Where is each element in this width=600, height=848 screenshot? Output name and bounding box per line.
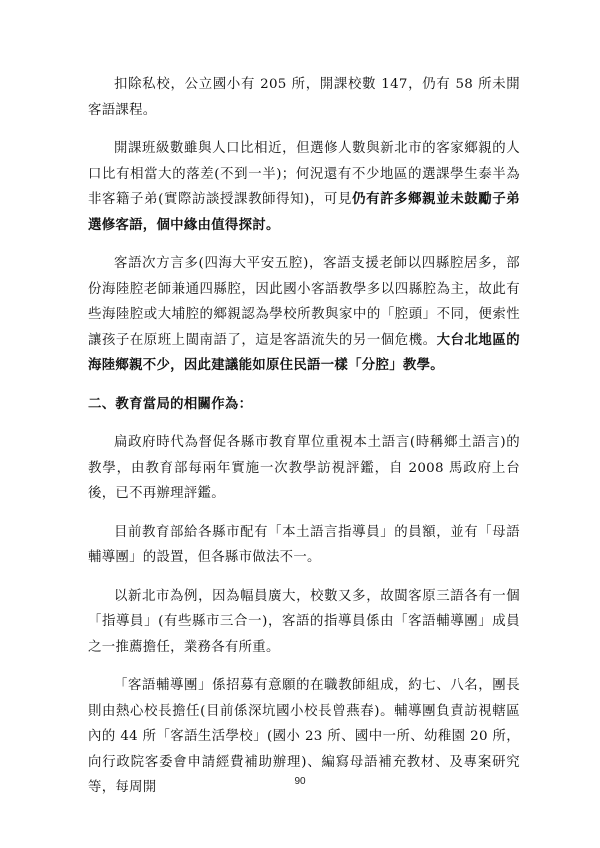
bold-text: 仍有許多鄉親並未鼓勵子弟選修客語，個中緣由值得探討。	[88, 191, 520, 233]
paragraph	[88, 251, 520, 379]
text-segment: 客語次方言多(四海大平安五腔)，客語支援老師以四縣腔居多，部份海陸腔老師兼通四縣腔，因此國小客語教學多以四縣腔為主，故此有些海陸腔或大埔腔的鄉親認為學校所教與家中的「腔頭」不同，便索性讓孩子在原班上閩南語了，這是客語流失的另一個危機。	[88, 256, 520, 348]
paragraph	[88, 584, 520, 661]
page-content	[88, 72, 520, 814]
paragraph-group-before	[88, 72, 520, 379]
text-segment: 扁政府時代為督促各縣市教育單位重視本土語言(時稱鄉土語言)的教學，由教育部每兩年實施一次教學訪視評鑑，自 2008 馬政府上台後，已不再辦理評鑑。	[88, 435, 520, 501]
paragraph	[88, 136, 520, 238]
paragraph	[88, 72, 520, 123]
bold-text: 大台北地區的海陸鄉親不少，因此建議能如原住民語一樣「分腔」教學。	[88, 331, 521, 373]
text-segment: 目前教育部給各縣市配有「本土語言指導員」的員額，並有「母語輔導團」的設置，但各縣市做法不一。	[88, 524, 520, 565]
text-segment: 「客語輔導團」係招募有意願的在職教師組成，約七、八名，團長則由熱心校長擔任(目前係深坑國小校長曾燕春)。輔導團負責訪視轄區內的 44 所「客語生活學校」(國小 23 所、國中一所、幼稚園 20 所，向行政院客委會申請經費補助辦理)、編寫母語補充教材、及專案研究等，每周開	[88, 678, 520, 795]
paragraph-group-after	[88, 430, 520, 801]
paragraph	[88, 520, 520, 571]
page-number: 90	[294, 776, 306, 787]
text-segment: 以新北市為例，因為幅員廣大，校數又多，故閩客原三語各有一個「指導員」(有些縣市三合一)，客語的指導員係由「客語輔導團」成員之一推薦擔任，業務各有所重。	[88, 588, 520, 655]
paragraph	[88, 430, 520, 507]
text-segment: 扣除私校，公立國小有 205 所，開課校數 147，仍有 58 所未開客語課程。	[88, 77, 520, 118]
section-heading: 二、教育當局的相關作為：	[88, 395, 253, 412]
text-segment: 開課班級數雖與人口比相近，但選修人數與新北市的客家鄉親的人口比有相當大的落差(不到一半)；何況還有不少地區的選課學生泰半為非客籍子弟(實際訪談授課教師得知)，可見	[88, 141, 520, 207]
